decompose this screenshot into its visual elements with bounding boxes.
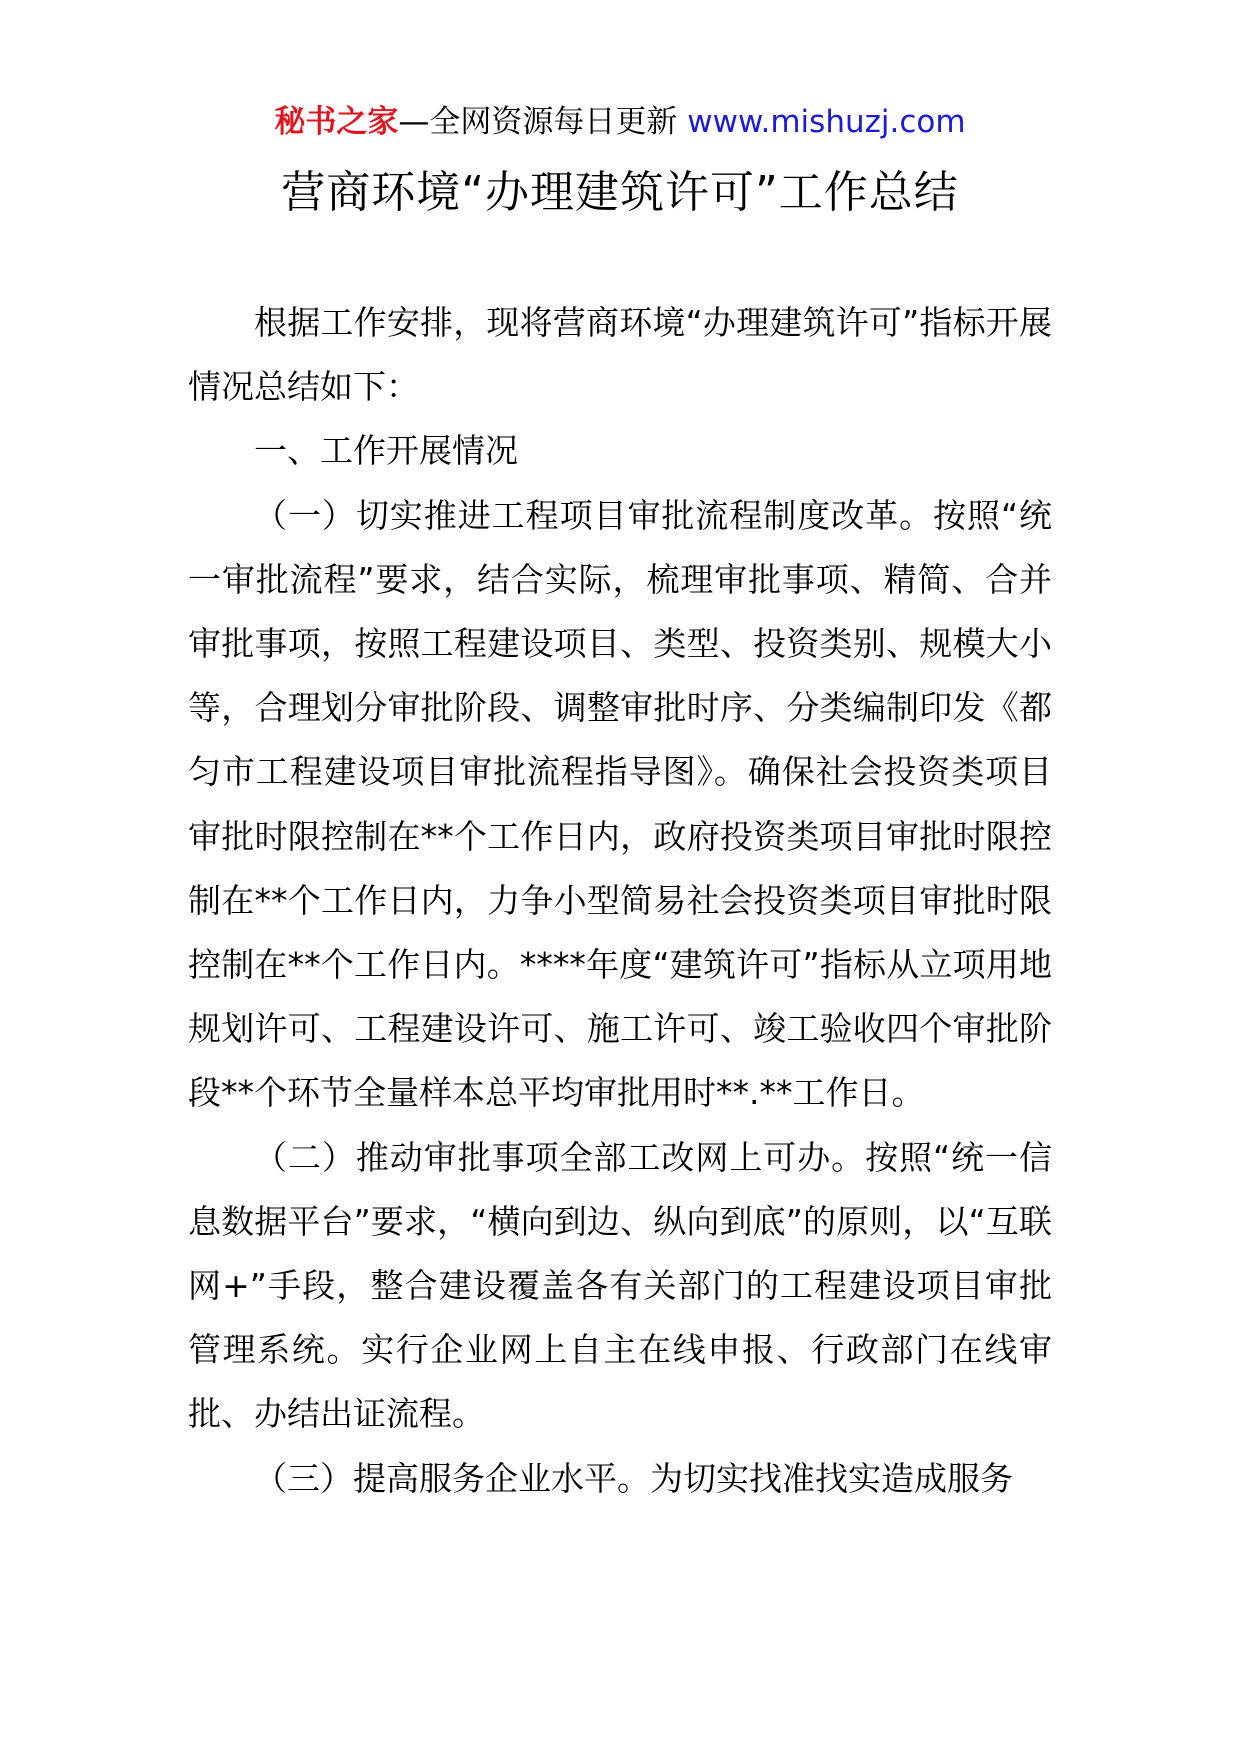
site-header [0,100,1240,144]
header-tagline: —全网资源每日更新 [398,104,688,140]
section-heading: 一、工作开展情况 [254,431,518,471]
paragraph-3: （三）提高服务企业水平。为切实找准找实造成服务 [254,1458,1013,1498]
paragraph-1: （一）切实推进工程项目审批流程制度改革。按照“统一审批流程”要求，结合实际，梳理审批事项、精简、合并审批事项，按照工程建设项目、类型、投资类别、规模大小等，合理划分审批阶段、调整审批时序、分类编制印发《都匀市工程建设项目审批流程指导图》。确保社会投资类项目审批时限控制在**个工作日内，政府投资类项目审批时限控制在**个工作日内，力争小型简易社会投资类项目审批时限控制在**个工作日内。****年度“建筑许可”指标从立项用地规划许可、工程建设许可、施工许可、竣工验收四个审批阶段**个环节全量样本总平均审批用时**.**工作日。 [188,495,1052,1113]
intro-paragraph: 根据工作安排，现将营商环境“办理建筑许可”指标开展情况总结如下： [188,303,1052,407]
site-url-link[interactable]: www.mishuzj.com [687,104,966,140]
document-title: 营商环境“办理建筑许可”工作总结 [281,167,959,218]
document-body [188,291,1052,1511]
brand-name: 秘书之家 [274,104,399,140]
paragraph-2: （二）推动审批事项全部工改网上可办。按照“统一信息数据平台”要求，“横向到边、纵向到底”的原则，以“互联网+”手段，整合建设覆盖各有关部门的工程建设项目审批管理系统。实行企业网上自主在线申报、行政部门在线审批、办结出证流程。 [188,1137,1052,1434]
